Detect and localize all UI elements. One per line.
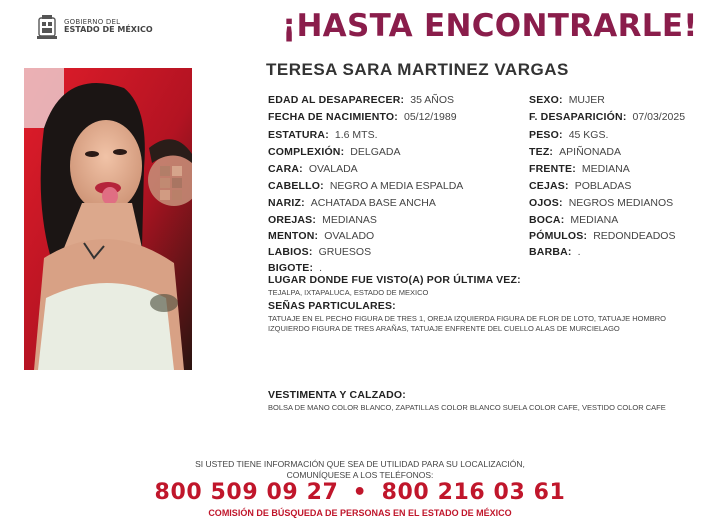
field-label: BOCA:: [529, 214, 565, 226]
field-hair: [268, 180, 463, 192]
field-label: LABIOS:: [268, 246, 313, 258]
field-value: DELGADA: [350, 146, 401, 158]
field-label: ESTATURA:: [268, 129, 329, 141]
contact-line-1: SI USTED TIENE INFORMACIÓN QUE SEA DE UTILIDAD PARA SU LOCALIZACIÓN,: [195, 459, 525, 469]
field-value: NEGRO A MEDIA ESPALDA: [329, 180, 464, 192]
person-name: TERESA SARA MARTINEZ VARGAS: [266, 60, 569, 79]
field-value: 35 AÑOS: [410, 94, 455, 106]
field-value: POBLADAS: [574, 180, 632, 192]
field-build: [268, 146, 400, 158]
field-label: PÓMULOS:: [529, 230, 588, 242]
field-label: CABELLO:: [268, 180, 324, 192]
field-sex: [529, 94, 605, 106]
field-forehead: [529, 163, 630, 175]
field-label: CARA:: [268, 163, 303, 175]
field-label: FECHA DE NACIMIENTO:: [268, 111, 398, 123]
field-value: 05/12/1989: [404, 111, 457, 123]
commission-name: COMISIÓN DE BÚSQUEDA DE PERSONAS EN EL ESTADO DE MÉXICO: [208, 508, 512, 518]
field-mouth: [529, 214, 618, 226]
field-label: PESO:: [529, 129, 563, 141]
field-label: BIGOTE:: [268, 262, 314, 274]
field-value: 1.6 MTS.: [334, 129, 378, 141]
field-label: EDAD AL DESAPARECER:: [268, 94, 405, 106]
field-mustache: [268, 262, 322, 274]
field-label: SEXO:: [529, 94, 563, 106]
field-value: MEDIANA: [570, 214, 619, 226]
clothing-description: BOLSA DE MANO COLOR BLANCO, ZAPATILLAS COLOR BLANCO SUELA COLOR CAFE, VESTIDO COLOR CAFE: [268, 403, 666, 412]
field-value: MEDIANAS: [322, 214, 377, 226]
person-photo: [24, 68, 192, 370]
contact-line-2: COMUNÍQUESE A LOS TELÉFONOS:: [286, 469, 434, 480]
field-disappearance-date: [529, 111, 685, 123]
field-beard: [529, 246, 581, 258]
phone-numbers: [0, 480, 720, 505]
field-nose: [268, 197, 436, 209]
field-value: 07/03/2025: [632, 111, 686, 123]
field-cheekbones: [529, 230, 675, 242]
field-complexion: [529, 146, 621, 158]
field-value: OVALADO: [324, 230, 375, 242]
field-value: MUJER: [568, 94, 605, 106]
phone-separator: •: [352, 480, 368, 505]
field-weight: [529, 129, 608, 141]
field-value: NEGROS MEDIANOS: [568, 197, 674, 209]
field-label: NARIZ:: [268, 197, 305, 209]
last-seen-heading: LUGAR DONDE FUE VISTO(A) POR ÚLTIMA VEZ:: [268, 274, 521, 286]
phone-number-2[interactable]: 800 216 03 61: [381, 480, 566, 505]
field-label: BARBA:: [529, 246, 572, 258]
field-age: [268, 94, 454, 106]
field-lips: [268, 246, 371, 258]
field-eyebrows: [529, 180, 631, 192]
phone-number-1[interactable]: 800 509 09 27: [154, 480, 339, 505]
logo-line-2: ESTADO DE MÉXICO: [64, 25, 153, 35]
field-value: APIÑONADA: [559, 146, 621, 158]
field-value: .: [577, 246, 581, 258]
field-label: OJOS:: [529, 197, 563, 209]
field-height: [268, 129, 378, 141]
field-label: FRENTE:: [529, 163, 576, 175]
contact-instructions: [0, 459, 720, 480]
state-seal-icon: [36, 14, 58, 40]
field-value: GRUESOS: [318, 246, 372, 258]
government-logo: [36, 14, 153, 40]
field-label: OREJAS:: [268, 214, 317, 226]
field-ears: [268, 214, 377, 226]
field-value: OVALADA: [308, 163, 358, 175]
field-eyes: [529, 197, 673, 209]
logo-line-1: GOBIERNO DEL: [64, 18, 121, 27]
marks-heading: SEÑAS PARTICULARES:: [268, 300, 396, 312]
field-chin: [268, 230, 374, 242]
last-seen-location: TEJALPA, IXTAPALUCA, ESTADO DE MEXICO: [268, 288, 429, 297]
marks-line-1: TATUAJE EN EL PECHO FIGURA DE TRES 1, OREJA IZQUIERDA FIGURA DE FLOR DE LOTO, TATUAJE HOMBRO: [268, 314, 666, 323]
field-face: [268, 163, 358, 175]
field-value: REDONDEADOS: [593, 230, 676, 242]
field-label: F. DESAPARICIÓN:: [529, 111, 627, 123]
marks-line-2: IZQUIERDO FIGURA DE TRES ARAÑAS, TATUAJE ENFRENTE DEL CUELLO ALAS DE MURCIELAGO: [268, 324, 620, 333]
field-birthdate: [268, 111, 457, 123]
field-value: ACHATADA BASE ANCHA: [310, 197, 436, 209]
page-title: ¡HASTA ENCONTRARLE!: [282, 8, 698, 44]
field-value: .: [319, 262, 323, 274]
field-label: COMPLEXIÓN:: [268, 146, 345, 158]
field-value: 45 KGS.: [568, 129, 609, 141]
field-label: TEZ:: [529, 146, 554, 158]
field-value: MEDIANA: [581, 163, 630, 175]
field-label: MENTON:: [268, 230, 319, 242]
field-label: CEJAS:: [529, 180, 569, 192]
clothing-heading: VESTIMENTA Y CALZADO:: [268, 389, 406, 401]
